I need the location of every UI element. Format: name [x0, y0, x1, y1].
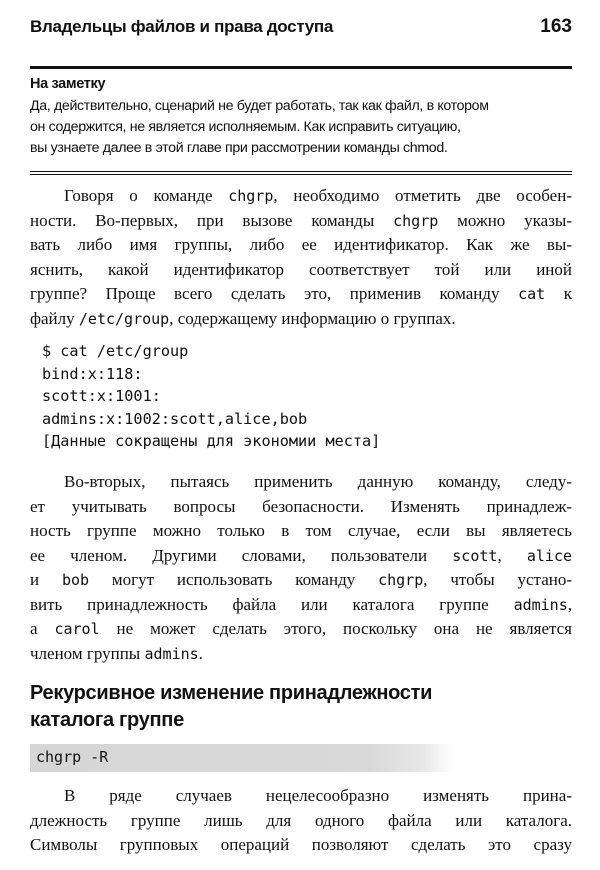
code-line: admins:x:1002:scott,alice,bob	[42, 409, 308, 428]
paragraph-3-line: В ряде случаев нецелесообразно изменять прина-	[64, 786, 572, 805]
section-heading-line-1: Рекурсивное изменение принадлежности	[30, 682, 433, 704]
inline-code: chgrp	[228, 187, 274, 205]
paragraph-2-line: вить принадлежность файла или каталога группе admins,	[30, 594, 572, 614]
paragraph-2-line: членом группы admins.	[30, 643, 203, 663]
paragraph-2-line: ее членом. Другими словами, пользователи scott, alice	[30, 545, 573, 565]
note-line-2: он содержится, не является исполняемым. Как исправить ситуацию,	[30, 119, 461, 135]
command-bar	[30, 744, 454, 772]
inline-code: admins	[144, 644, 199, 663]
command-text: chgrp -R	[36, 748, 109, 766]
paragraph-2-line: ность группе можно только в том случае, если вы являетесь	[30, 521, 572, 540]
inline-code: cat	[518, 285, 546, 303]
code-line: bind:x:118:	[42, 364, 143, 383]
paragraph-1-line: файлу /etc/group, содержащему информацию о группах.	[30, 308, 456, 328]
inline-code: carol	[54, 620, 100, 638]
inline-code: alice	[526, 546, 573, 565]
paragraph-3	[30, 784, 572, 858]
code-line: scott:x:1001:	[42, 387, 161, 405]
section-heading-line-2: каталога группе	[30, 709, 184, 731]
paragraph-1-line: вать либо имя группы, либо ее идентификатор. Как же вы-	[30, 235, 572, 254]
paragraph-2	[30, 470, 572, 666]
paragraph-1	[30, 184, 572, 331]
code-line: $ cat /etc/group	[42, 342, 189, 360]
section-heading	[30, 680, 570, 734]
note-bottom-rule-1	[30, 171, 572, 172]
paragraph-1-line: группе? Проще всего сделать это, применив команду cat к	[30, 284, 572, 303]
inline-code: /etc/group	[78, 309, 170, 328]
code-line: [Данные сокращены для экономии места]	[42, 432, 381, 450]
page-number: 163	[540, 16, 572, 37]
paragraph-2-line: и bob могут использовать команду chgrp, чтобы устано-	[30, 570, 572, 589]
code-block	[42, 340, 380, 453]
note-title: На заметку	[30, 76, 106, 92]
paragraph-1-line: яснить, какой идентификатор соответствует той или иной	[30, 259, 572, 279]
inline-code: bob	[61, 571, 90, 589]
paragraph-3-line: длежность группе лишь для одного файла или каталога.	[30, 810, 572, 830]
chapter-title: Владельцы файлов и права доступа	[30, 17, 334, 36]
running-header	[30, 16, 572, 40]
paragraph-2-line: а carol не может сделать этого, поскольку она не является	[30, 619, 572, 638]
note-line-1: Да, действительно, сценарий не будет работать, так как файл, в котором	[30, 98, 489, 114]
paragraph-3-line: Символы групповых операций позволяют сделать это сразу	[30, 835, 572, 854]
inline-code: admins	[513, 595, 568, 614]
inline-code: chgrp	[378, 571, 424, 589]
inline-code: scott	[452, 546, 498, 565]
note-line-3: вы узнаете далее в этой главе при рассмотрении команды chmod.	[30, 140, 448, 156]
paragraph-1-line: Говоря о команде chgrp, необходимо отметить две особен-	[64, 186, 572, 205]
note-top-rule	[30, 66, 572, 69]
note-box	[30, 74, 572, 159]
inline-code: chgrp	[393, 211, 439, 230]
paragraph-2-line: Во-вторых, пытаясь применить данную команду, следу-	[64, 472, 572, 491]
paragraph-1-line: ности. Во-первых, при вызове команды chgrp можно указы-	[30, 210, 572, 230]
paragraph-2-line: ет учитывать вопросы безопасности. Изменять принадлеж-	[30, 496, 572, 516]
note-bottom-rule-2	[30, 174, 572, 175]
